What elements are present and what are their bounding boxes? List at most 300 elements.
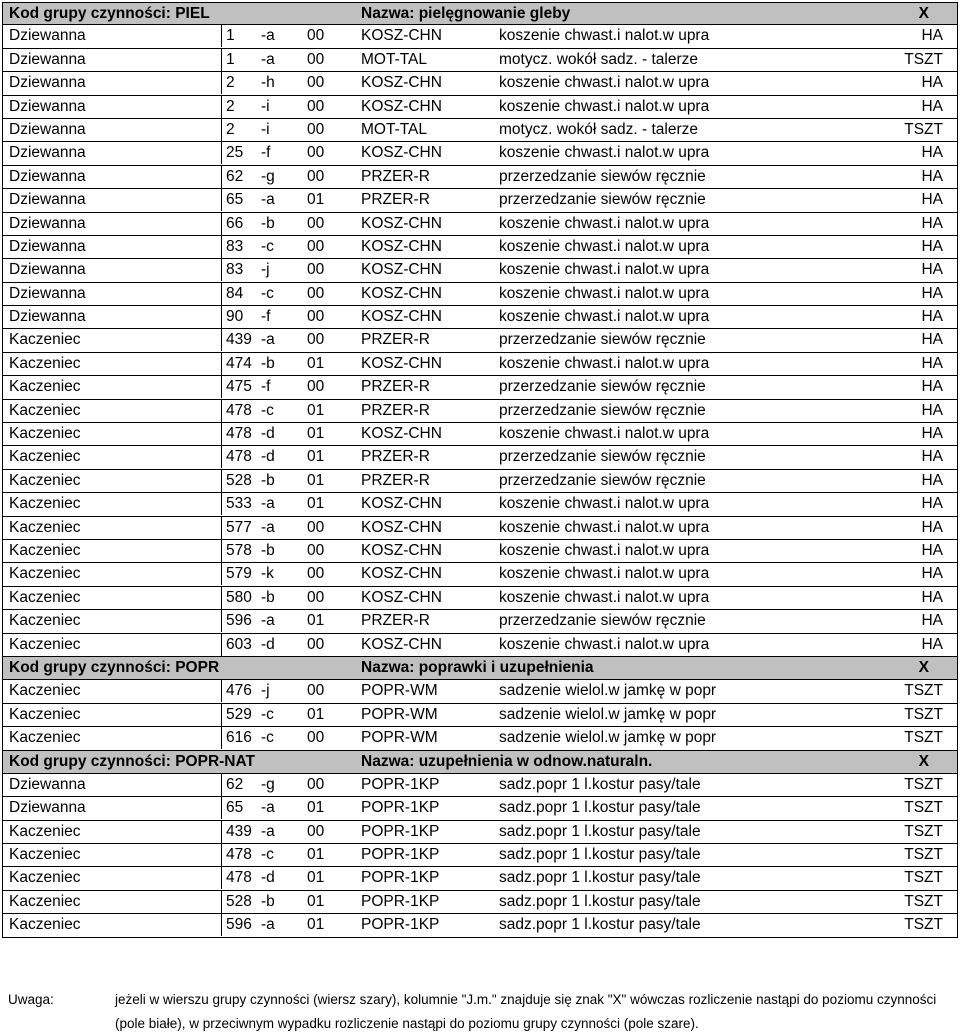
subsection-cell: -g xyxy=(261,775,275,793)
subsection-cell: -a xyxy=(261,518,275,536)
area-name-cell: Kaczeniec xyxy=(9,425,81,443)
table-row xyxy=(2,25,958,48)
operation-description-cell: motycz. wokół sadz. - talerze xyxy=(499,120,698,138)
area-name-cell: Kaczeniec xyxy=(9,495,81,513)
unit-cell: HA xyxy=(921,191,943,209)
area-name-cell: Dziewanna xyxy=(9,191,86,209)
section-number-cell: 578 xyxy=(221,540,252,562)
subsection-cell: -d xyxy=(261,448,275,466)
subsection-cell: -d xyxy=(261,869,275,887)
section-number-cell: 2 xyxy=(221,119,235,141)
table-row xyxy=(2,400,958,423)
unit-cell: TSZT xyxy=(904,916,943,934)
operation-code-cell: POPR-WM xyxy=(361,729,438,747)
operation-code-cell: POPR-WM xyxy=(361,682,438,700)
unit-cell: TSZT xyxy=(904,822,943,840)
operation-description-cell: koszenie chwast.i nalot.w upra xyxy=(499,144,710,162)
note-text: jeżeli w wierszu grupy czynności (wiersz szary), kolumnie "J.m." znajduje się znak "X" wówczas rozliczenie nastąpi do poziomu czynności (pole białe), w przeciwnym wypadku rozliczenie nastąpi do poziomu grupy czynności (pole szare). xyxy=(115,992,937,1031)
operation-code-cell: KOSZ-CHN xyxy=(361,308,442,326)
table-row xyxy=(2,329,958,352)
operation-description-cell: przerzedzanie siewów ręcznie xyxy=(499,401,706,419)
unit-cell: HA xyxy=(921,378,943,396)
operation-description-cell: koszenie chwast.i nalot.w upra xyxy=(499,425,710,443)
operation-description-cell: przerzedzanie siewów ręcznie xyxy=(499,331,706,349)
subsection-cell: -a xyxy=(261,27,275,45)
table-row xyxy=(2,680,958,703)
table-row xyxy=(2,844,958,867)
sub-code-cell: 00 xyxy=(307,565,325,583)
operation-code-cell: PRZER-R xyxy=(361,191,430,209)
area-name-cell: Kaczeniec xyxy=(9,354,81,372)
sub-code-cell: 01 xyxy=(307,448,325,466)
subsection-cell: -c xyxy=(261,729,274,747)
sub-code-cell: 00 xyxy=(307,120,325,138)
operation-description-cell: sadz.popr 1 l.kostur pasy/tale xyxy=(499,799,701,817)
operation-code-cell: KOSZ-CHN xyxy=(361,261,442,279)
sub-code-cell: 01 xyxy=(307,612,325,630)
operation-description-cell: koszenie chwast.i nalot.w upra xyxy=(499,261,710,279)
operation-description-cell: koszenie chwast.i nalot.w upra xyxy=(499,354,710,372)
unit-cell: HA xyxy=(921,588,943,606)
section-number-cell: 478 xyxy=(221,400,252,422)
subsection-cell: -a xyxy=(261,612,275,630)
operation-description-cell: koszenie chwast.i nalot.w upra xyxy=(499,237,710,255)
group-name-label: Nazwa: poprawki i uzupełnienia xyxy=(361,658,594,676)
subsection-cell: -b xyxy=(261,354,275,372)
operation-description-cell: sadzenie wielol.w jamkę w popr xyxy=(499,729,717,747)
section-number-cell: 529 xyxy=(221,704,252,726)
area-name-cell: Dziewanna xyxy=(9,97,86,115)
sub-code-cell: 00 xyxy=(307,144,325,162)
section-number-cell: 25 xyxy=(221,142,243,164)
table-row xyxy=(2,634,958,657)
table-row xyxy=(2,236,958,259)
unit-cell: HA xyxy=(921,354,943,372)
table-row xyxy=(2,563,958,586)
operation-code-cell: MOT-TAL xyxy=(361,120,428,138)
operation-description-cell: przerzedzanie siewów ręcznie xyxy=(499,448,706,466)
unit-cell: HA xyxy=(921,331,943,349)
unit-cell: TSZT xyxy=(904,846,943,864)
unit-cell: HA xyxy=(921,401,943,419)
operation-code-cell: PRZER-R xyxy=(361,331,430,349)
unit-cell: HA xyxy=(921,541,943,559)
operation-description-cell: sadz.popr 1 l.kostur pasy/tale xyxy=(499,869,701,887)
area-name-cell: Kaczeniec xyxy=(9,448,81,466)
table-row xyxy=(2,213,958,236)
group-unit-mark: X xyxy=(918,658,929,676)
section-number-cell: 616 xyxy=(221,727,252,749)
section-number-cell: 1 xyxy=(221,49,235,71)
table-row xyxy=(2,704,958,727)
unit-cell: HA xyxy=(921,565,943,583)
operation-code-cell: POPR-1KP xyxy=(361,775,440,793)
group-code-label: Kod grupy czynności: PIEL xyxy=(9,5,210,22)
sub-code-cell: 00 xyxy=(307,822,325,840)
area-name-cell: Kaczeniec xyxy=(9,331,81,349)
table-row xyxy=(2,376,958,399)
unit-cell: HA xyxy=(921,471,943,489)
operation-code-cell: KOSZ-CHN xyxy=(361,144,442,162)
subsection-cell: -b xyxy=(261,892,275,910)
section-number-cell: 84 xyxy=(221,283,243,305)
group-name-label: Nazwa: pielęgnowanie gleby xyxy=(361,5,571,22)
table-row xyxy=(2,517,958,540)
table-row xyxy=(2,493,958,516)
operation-description-cell: przerzedzanie siewów ręcznie xyxy=(499,167,706,185)
section-number-cell: 474 xyxy=(221,353,252,375)
operation-code-cell: KOSZ-CHN xyxy=(361,565,442,583)
area-name-cell: Kaczeniec xyxy=(9,518,81,536)
subsection-cell: -c xyxy=(261,846,274,864)
area-name-cell: Dziewanna xyxy=(9,799,86,817)
group-code-label: Kod grupy czynności: POPR-NAT xyxy=(9,752,256,770)
table-row xyxy=(2,540,958,563)
unit-cell: HA xyxy=(921,448,943,466)
operation-code-cell: KOSZ-CHN xyxy=(361,635,442,653)
area-name-cell: Kaczeniec xyxy=(9,588,81,606)
operation-description-cell: motycz. wokół sadz. - talerze xyxy=(499,50,698,68)
group-header-row xyxy=(2,751,958,774)
unit-cell: TSZT xyxy=(904,892,943,910)
table-row xyxy=(2,446,958,469)
section-number-cell: 533 xyxy=(221,493,252,515)
section-number-cell: 478 xyxy=(221,423,252,445)
section-number-cell: 2 xyxy=(221,72,235,94)
subsection-cell: -h xyxy=(261,74,275,92)
area-name-cell: Dziewanna xyxy=(9,775,86,793)
unit-cell: HA xyxy=(921,214,943,232)
area-name-cell: Dziewanna xyxy=(9,214,86,232)
unit-cell: HA xyxy=(921,425,943,443)
operation-description-cell: przerzedzanie siewów ręcznie xyxy=(499,378,706,396)
group-unit-mark: X xyxy=(918,5,929,22)
sub-code-cell: 01 xyxy=(307,892,325,910)
sub-code-cell: 00 xyxy=(307,541,325,559)
section-number-cell: 439 xyxy=(221,329,252,351)
operation-description-cell: koszenie chwast.i nalot.w upra xyxy=(499,635,710,653)
table-row xyxy=(2,353,958,376)
sub-code-cell: 00 xyxy=(307,167,325,185)
operation-description-cell: koszenie chwast.i nalot.w upra xyxy=(499,284,710,302)
area-name-cell: Dziewanna xyxy=(9,237,86,255)
operation-code-cell: PRZER-R xyxy=(361,612,430,630)
operation-code-cell: KOSZ-CHN xyxy=(361,541,442,559)
section-number-cell: 90 xyxy=(221,306,243,328)
sub-code-cell: 00 xyxy=(307,729,325,747)
operation-code-cell: KOSZ-CHN xyxy=(361,495,442,513)
operation-code-cell: POPR-1KP xyxy=(361,892,440,910)
subsection-cell: -c xyxy=(261,401,274,419)
section-number-cell: 528 xyxy=(221,891,252,913)
subsection-cell: -k xyxy=(261,565,274,583)
section-number-cell: 580 xyxy=(221,587,252,609)
table-row xyxy=(2,306,958,329)
section-number-cell: 528 xyxy=(221,470,252,492)
area-name-cell: Dziewanna xyxy=(9,27,86,45)
unit-cell: TSZT xyxy=(904,50,943,68)
sub-code-cell: 01 xyxy=(307,401,325,419)
area-name-cell: Kaczeniec xyxy=(9,916,81,934)
section-number-cell: 476 xyxy=(221,680,252,702)
unit-cell: TSZT xyxy=(904,729,943,747)
operation-code-cell: KOSZ-CHN xyxy=(361,425,442,443)
subsection-cell: -b xyxy=(261,471,275,489)
section-number-cell: 596 xyxy=(221,914,252,936)
table-row xyxy=(2,189,958,212)
sub-code-cell: 00 xyxy=(307,214,325,232)
operation-code-cell: PRZER-R xyxy=(361,471,430,489)
operation-description-cell: przerzedzanie siewów ręcznie xyxy=(499,191,706,209)
area-name-cell: Kaczeniec xyxy=(9,846,81,864)
sub-code-cell: 00 xyxy=(307,74,325,92)
area-name-cell: Dziewanna xyxy=(9,74,86,92)
operation-description-cell: koszenie chwast.i nalot.w upra xyxy=(499,214,710,232)
area-name-cell: Dziewanna xyxy=(9,144,86,162)
unit-cell: HA xyxy=(921,97,943,115)
section-number-cell: 475 xyxy=(221,376,252,398)
area-name-cell: Kaczeniec xyxy=(9,822,81,840)
group-header-row xyxy=(2,2,958,25)
section-number-cell: 577 xyxy=(221,517,252,539)
operation-description-cell: sadz.popr 1 l.kostur pasy/tale xyxy=(499,892,701,910)
subsection-cell: -c xyxy=(261,237,274,255)
unit-cell: TSZT xyxy=(904,799,943,817)
table-row xyxy=(2,72,958,95)
area-name-cell: Kaczeniec xyxy=(9,541,81,559)
unit-cell: TSZT xyxy=(904,705,943,723)
area-name-cell: Kaczeniec xyxy=(9,612,81,630)
area-name-cell: Kaczeniec xyxy=(9,565,81,583)
operation-code-cell: KOSZ-CHN xyxy=(361,97,442,115)
operation-description-cell: sadz.popr 1 l.kostur pasy/tale xyxy=(499,775,701,793)
subsection-cell: -c xyxy=(261,705,274,723)
table-row xyxy=(2,797,958,820)
subsection-cell: -a xyxy=(261,331,275,349)
area-name-cell: Dziewanna xyxy=(9,261,86,279)
unit-cell: HA xyxy=(921,612,943,630)
unit-cell: HA xyxy=(921,495,943,513)
operation-description-cell: koszenie chwast.i nalot.w upra xyxy=(499,541,710,559)
operation-description-cell: sadz.popr 1 l.kostur pasy/tale xyxy=(499,916,701,934)
operation-code-cell: KOSZ-CHN xyxy=(361,237,442,255)
table-row xyxy=(2,283,958,306)
subsection-cell: -i xyxy=(261,120,270,138)
activity-table xyxy=(2,2,958,938)
sub-code-cell: 00 xyxy=(307,331,325,349)
sub-code-cell: 00 xyxy=(307,378,325,396)
sub-code-cell: 00 xyxy=(307,261,325,279)
table-row xyxy=(2,423,958,446)
operation-description-cell: sadzenie wielol.w jamkę w popr xyxy=(499,682,717,700)
operation-code-cell: POPR-1KP xyxy=(361,799,440,817)
area-name-cell: Kaczeniec xyxy=(9,401,81,419)
subsection-cell: -a xyxy=(261,822,275,840)
subsection-cell: -b xyxy=(261,588,275,606)
operation-code-cell: KOSZ-CHN xyxy=(361,284,442,302)
operation-code-cell: PRZER-R xyxy=(361,401,430,419)
subsection-cell: -j xyxy=(261,682,270,700)
section-number-cell: 66 xyxy=(221,213,243,235)
operation-description-cell: przerzedzanie siewów ręcznie xyxy=(499,471,706,489)
area-name-cell: Kaczeniec xyxy=(9,682,81,700)
table-row xyxy=(2,96,958,119)
section-number-cell: 478 xyxy=(221,844,252,866)
table-row xyxy=(2,587,958,610)
sub-code-cell: 01 xyxy=(307,425,325,443)
unit-cell: HA xyxy=(921,261,943,279)
area-name-cell: Kaczeniec xyxy=(9,729,81,747)
group-header-row xyxy=(2,657,958,680)
subsection-cell: -d xyxy=(261,635,275,653)
unit-cell: HA xyxy=(921,27,943,45)
operation-code-cell: KOSZ-CHN xyxy=(361,588,442,606)
unit-cell: HA xyxy=(921,167,943,185)
table-row xyxy=(2,119,958,142)
operation-description-cell: przerzedzanie siewów ręcznie xyxy=(499,612,706,630)
operation-code-cell: POPR-WM xyxy=(361,705,438,723)
subsection-cell: -a xyxy=(261,191,275,209)
sub-code-cell: 00 xyxy=(307,97,325,115)
sub-code-cell: 01 xyxy=(307,495,325,513)
area-name-cell: Kaczeniec xyxy=(9,378,81,396)
subsection-cell: -c xyxy=(261,284,274,302)
operation-code-cell: PRZER-R xyxy=(361,448,430,466)
section-number-cell: 62 xyxy=(221,774,243,796)
sub-code-cell: 01 xyxy=(307,799,325,817)
sub-code-cell: 00 xyxy=(307,588,325,606)
table-row xyxy=(2,166,958,189)
subsection-cell: -i xyxy=(261,97,270,115)
area-name-cell: Dziewanna xyxy=(9,167,86,185)
sub-code-cell: 00 xyxy=(307,775,325,793)
sub-code-cell: 00 xyxy=(307,284,325,302)
note-label: Uwaga: xyxy=(8,992,54,1007)
operation-description-cell: koszenie chwast.i nalot.w upra xyxy=(499,588,710,606)
subsection-cell: -a xyxy=(261,50,275,68)
subsection-cell: -b xyxy=(261,541,275,559)
unit-cell: TSZT xyxy=(904,682,943,700)
table-row xyxy=(2,867,958,890)
sub-code-cell: 01 xyxy=(307,191,325,209)
section-number-cell: 478 xyxy=(221,867,252,889)
operation-code-cell: KOSZ-CHN xyxy=(361,74,442,92)
table-row xyxy=(2,259,958,282)
table-row xyxy=(2,49,958,72)
sub-code-cell: 00 xyxy=(307,237,325,255)
subsection-cell: -a xyxy=(261,495,275,513)
sub-code-cell: 00 xyxy=(307,308,325,326)
subsection-cell: -d xyxy=(261,425,275,443)
table-row xyxy=(2,727,958,750)
subsection-cell: -f xyxy=(261,144,271,162)
table-row xyxy=(2,821,958,844)
operation-code-cell: KOSZ-CHN xyxy=(361,518,442,536)
sub-code-cell: 00 xyxy=(307,27,325,45)
group-code-label: Kod grupy czynności: POPR xyxy=(9,658,220,676)
operation-code-cell: POPR-1KP xyxy=(361,916,440,934)
operation-code-cell: PRZER-R xyxy=(361,378,430,396)
operation-description-cell: koszenie chwast.i nalot.w upra xyxy=(499,74,710,92)
sub-code-cell: 01 xyxy=(307,869,325,887)
section-number-cell: 83 xyxy=(221,259,243,281)
table-row xyxy=(2,470,958,493)
section-number-cell: 603 xyxy=(221,634,252,656)
group-name-label: Nazwa: uzupełnienia w odnow.naturaln. xyxy=(361,752,653,770)
unit-cell: HA xyxy=(921,144,943,162)
area-name-cell: Kaczeniec xyxy=(9,705,81,723)
unit-cell: HA xyxy=(921,635,943,653)
operation-code-cell: PRZER-R xyxy=(361,167,430,185)
section-number-cell: 65 xyxy=(221,189,243,211)
sub-code-cell: 01 xyxy=(307,846,325,864)
operation-description-cell: koszenie chwast.i nalot.w upra xyxy=(499,565,710,583)
operation-code-cell: KOSZ-CHN xyxy=(361,27,442,45)
subsection-cell: -g xyxy=(261,167,275,185)
sub-code-cell: 01 xyxy=(307,471,325,489)
unit-cell: HA xyxy=(921,237,943,255)
section-number-cell: 596 xyxy=(221,610,252,632)
operation-code-cell: POPR-1KP xyxy=(361,869,440,887)
subsection-cell: -b xyxy=(261,214,275,232)
operation-code-cell: MOT-TAL xyxy=(361,50,428,68)
table-row xyxy=(2,610,958,633)
group-unit-mark: X xyxy=(918,752,929,770)
section-number-cell: 439 xyxy=(221,821,252,843)
section-number-cell: 83 xyxy=(221,236,243,258)
area-name-cell: Kaczeniec xyxy=(9,869,81,887)
section-number-cell: 1 xyxy=(221,25,235,47)
operation-code-cell: POPR-1KP xyxy=(361,822,440,840)
sub-code-cell: 01 xyxy=(307,354,325,372)
operation-code-cell: KOSZ-CHN xyxy=(361,214,442,232)
unit-cell: HA xyxy=(921,284,943,302)
unit-cell: TSZT xyxy=(904,869,943,887)
subsection-cell: -j xyxy=(261,261,270,279)
table-row xyxy=(2,891,958,914)
subsection-cell: -f xyxy=(261,308,271,326)
operation-description-cell: sadz.popr 1 l.kostur pasy/tale xyxy=(499,846,701,864)
section-number-cell: 62 xyxy=(221,166,243,188)
table-row xyxy=(2,142,958,165)
unit-cell: TSZT xyxy=(904,775,943,793)
section-number-cell: 2 xyxy=(221,96,235,118)
operation-description-cell: sadz.popr 1 l.kostur pasy/tale xyxy=(499,822,701,840)
operation-description-cell: sadzenie wielol.w jamkę w popr xyxy=(499,705,717,723)
section-number-cell: 65 xyxy=(221,797,243,819)
section-number-cell: 579 xyxy=(221,563,252,585)
operation-description-cell: koszenie chwast.i nalot.w upra xyxy=(499,518,710,536)
table-row xyxy=(2,774,958,797)
operation-description-cell: koszenie chwast.i nalot.w upra xyxy=(499,97,710,115)
subsection-cell: -a xyxy=(261,916,275,934)
area-name-cell: Dziewanna xyxy=(9,120,86,138)
area-name-cell: Dziewanna xyxy=(9,50,86,68)
area-name-cell: Kaczeniec xyxy=(9,892,81,910)
sub-code-cell: 00 xyxy=(307,50,325,68)
area-name-cell: Dziewanna xyxy=(9,308,86,326)
sub-code-cell: 00 xyxy=(307,635,325,653)
subsection-cell: -a xyxy=(261,799,275,817)
area-name-cell: Dziewanna xyxy=(9,284,86,302)
sub-code-cell: 01 xyxy=(307,705,325,723)
operation-description-cell: koszenie chwast.i nalot.w upra xyxy=(499,27,710,45)
operation-code-cell: POPR-1KP xyxy=(361,846,440,864)
area-name-cell: Kaczeniec xyxy=(9,635,81,653)
section-number-cell: 478 xyxy=(221,446,252,468)
subsection-cell: -f xyxy=(261,378,271,396)
operation-code-cell: KOSZ-CHN xyxy=(361,354,442,372)
